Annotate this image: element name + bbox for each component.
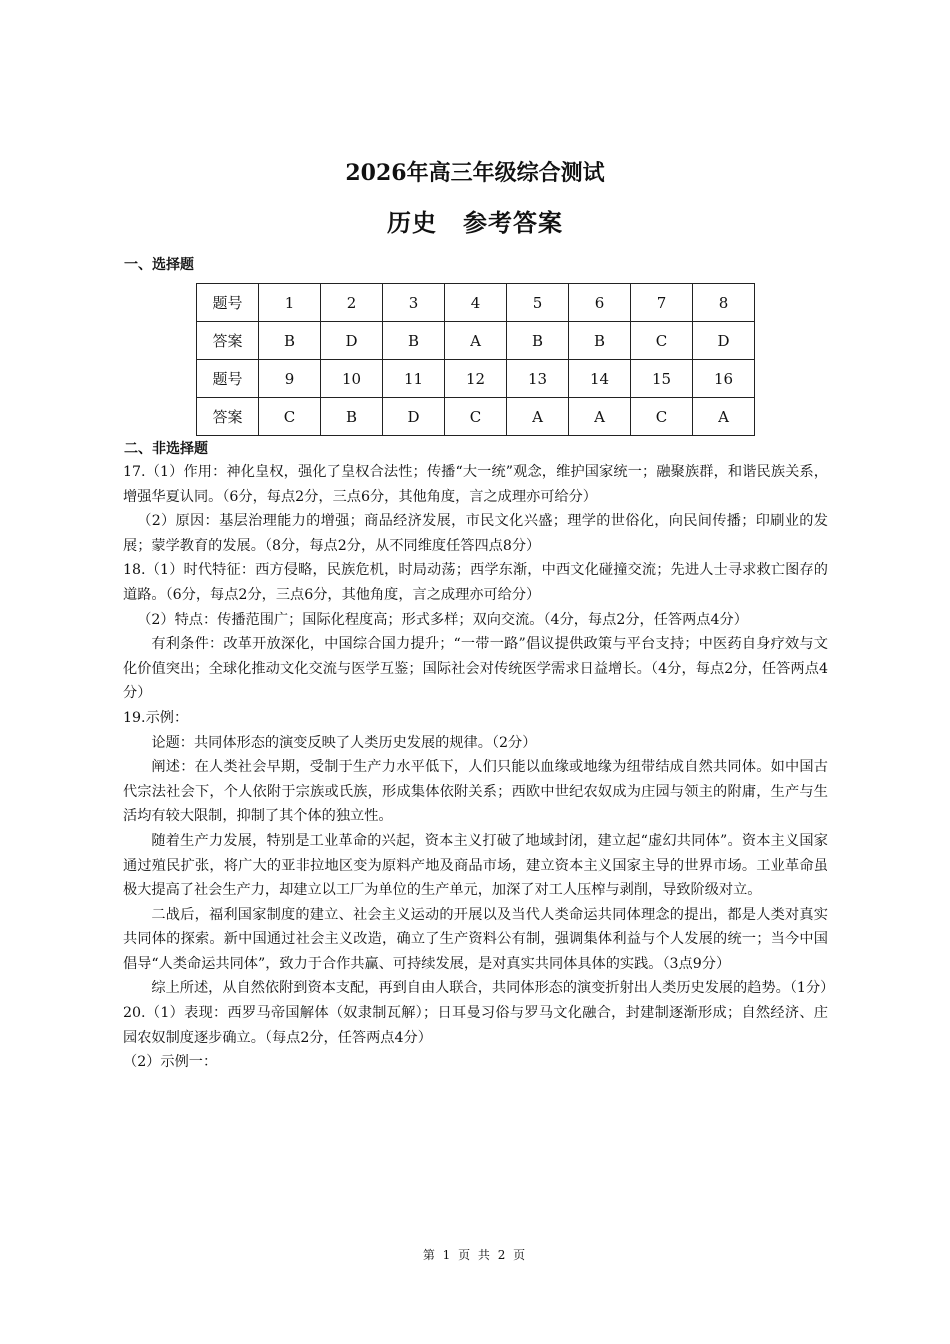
table-cell: 14 (569, 360, 631, 398)
table-row (197, 322, 755, 360)
table-cell: C (445, 398, 507, 436)
table-cell: 4 (445, 284, 507, 322)
table-cell: A (569, 398, 631, 436)
answer-content (123, 460, 835, 1075)
table-row (197, 398, 755, 436)
table-cell: C (631, 398, 693, 436)
subtitle-rest: 参考答案 (463, 208, 563, 237)
table-cell: 5 (507, 284, 569, 322)
answer-paragraph: 18.（1）时代特征：西方侵略，民族危机，时局动荡；西学东渐，中西文化碰撞交流；先进人士寻求救亡图存的道路。（6分，每点2分，三点6分，其他角度，言之成理亦可给分） (123, 562, 828, 603)
table-cell: 6 (569, 284, 631, 322)
document-subtitle (0, 203, 950, 238)
table-cell: 10 (321, 360, 383, 398)
answer-paragraph: 阐述：在人类社会早期，受制于生产力水平低下，人们只能以血缘或地缘为纽带结成自然共同体。如中国古代宗法社会下，个人依附于宗族或氏族，形成集体依附关系；西欧中世纪农奴成为庄园与领主的附庸，生产与生活均有较大限制，抑制了其个体的独立性。 (123, 759, 828, 825)
table-cell: D (693, 322, 755, 360)
row-label: 答案 (197, 322, 259, 360)
table-row (197, 284, 755, 322)
row-label: 题号 (197, 360, 259, 398)
table-cell: D (383, 398, 445, 436)
table-cell: B (569, 322, 631, 360)
table-cell: B (259, 322, 321, 360)
answer-paragraph: 有利条件：改革开放深化，中国综合国力提升；“一带一路”倡议提供政策与平台支持；中医药自身疗效与文化价值突出；全球化推动文化交流与医学互鉴；国际社会对传统医学需求日益增长。（4分，每点2分，任答两点4分） (123, 636, 828, 702)
section-heading-choice: 一、选择题 (124, 257, 194, 273)
table-cell: 15 (631, 360, 693, 398)
table-cell: C (259, 398, 321, 436)
table-cell: C (631, 322, 693, 360)
table-cell: 3 (383, 284, 445, 322)
table-cell: 16 (693, 360, 755, 398)
answer-paragraph: 19.示例： (123, 709, 189, 726)
table-cell: 7 (631, 284, 693, 322)
answer-paragraph: 二战后，福利国家制度的建立、社会主义运动的开展以及当代人类命运共同体理念的提出，都是人类对真实共同体的探索。新中国通过社会主义改造，确立了生产资料公有制，强调集体利益与个人发展的统一；当今中国倡导“人类命运共同体”，致力于合作共赢、可持续发展，是对真实共同体具体的实践。（3点9分） (123, 906, 828, 972)
answer-table (196, 283, 755, 436)
table-cell: 13 (507, 360, 569, 398)
answer-paragraph: （2）特点：传播范围广；国际化程度高；形式多样；双向交流。（4分，每点2分，任答两点4分） (137, 611, 748, 628)
answer-paragraph: （2）示例一： (123, 1054, 218, 1071)
table-cell: 1 (259, 284, 321, 322)
answer-paragraph: 论题：共同体形态的演变反映了人类历史发展的规律。（2分） (151, 734, 537, 751)
table-cell: B (383, 322, 445, 360)
table-cell: 11 (383, 360, 445, 398)
section-heading-nonchoice: 二、非选择题 (124, 441, 208, 457)
row-label: 答案 (197, 398, 259, 436)
subject-label: 历史 (387, 208, 437, 237)
table-cell: B (321, 398, 383, 436)
table-cell: A (693, 398, 755, 436)
table-cell: 8 (693, 284, 755, 322)
table-cell: D (321, 322, 383, 360)
row-label: 题号 (197, 284, 259, 322)
table-cell: 12 (445, 360, 507, 398)
answer-paragraph: 综上所述，从自然依附到资本支配，再到自由人联合，共同体形态的演变折射出人类历史发展的趋势。（1分） (151, 980, 835, 997)
table-cell: B (507, 322, 569, 360)
table-cell: A (445, 322, 507, 360)
answer-paragraph: 17.（1）作用：神化皇权，强化了皇权合法性；传播“大一统”观念，维护国家统一；融聚族群，和谐民族关系，增强华夏认同。（6分，每点2分，三点6分，其他角度，言之成理亦可给分） (123, 464, 828, 505)
table-row (197, 360, 755, 398)
page-footer: 第 1 页 共 2 页 (422, 1248, 528, 1262)
table-cell: A (507, 398, 569, 436)
document-title: 2026年高三年级综合测试 (345, 160, 605, 186)
answer-paragraph: 20.（1）表现：西罗马帝国解体（奴隶制瓦解）；日耳曼习俗与罗马文化融合，封建制逐渐形成；自然经济、庄园农奴制度逐步确立。（每点2分，任答两点4分） (123, 1005, 828, 1046)
answer-paragraph: （2）原因：基层治理能力的增强；商品经济发展，市民文化兴盛；理学的世俗化，向民间传播；印刷业的发展；蒙学教育的发展。（8分，每点2分，从不同维度任答四点8分） (123, 513, 828, 554)
table-cell: 2 (321, 284, 383, 322)
table-cell: 9 (259, 360, 321, 398)
answer-paragraph: 随着生产力发展，特别是工业革命的兴起，资本主义打破了地域封闭，建立起“虚幻共同体”。资本主义国家通过殖民扩张，将广大的亚非拉地区变为原料产地及商品市场，建立资本主义国家主导的世界市场。工业革命虽极大提高了社会生产力，却建立以工厂为单位的生产单元，加深了对工人压榨与剥削，导致阶级对立。 (123, 832, 828, 899)
